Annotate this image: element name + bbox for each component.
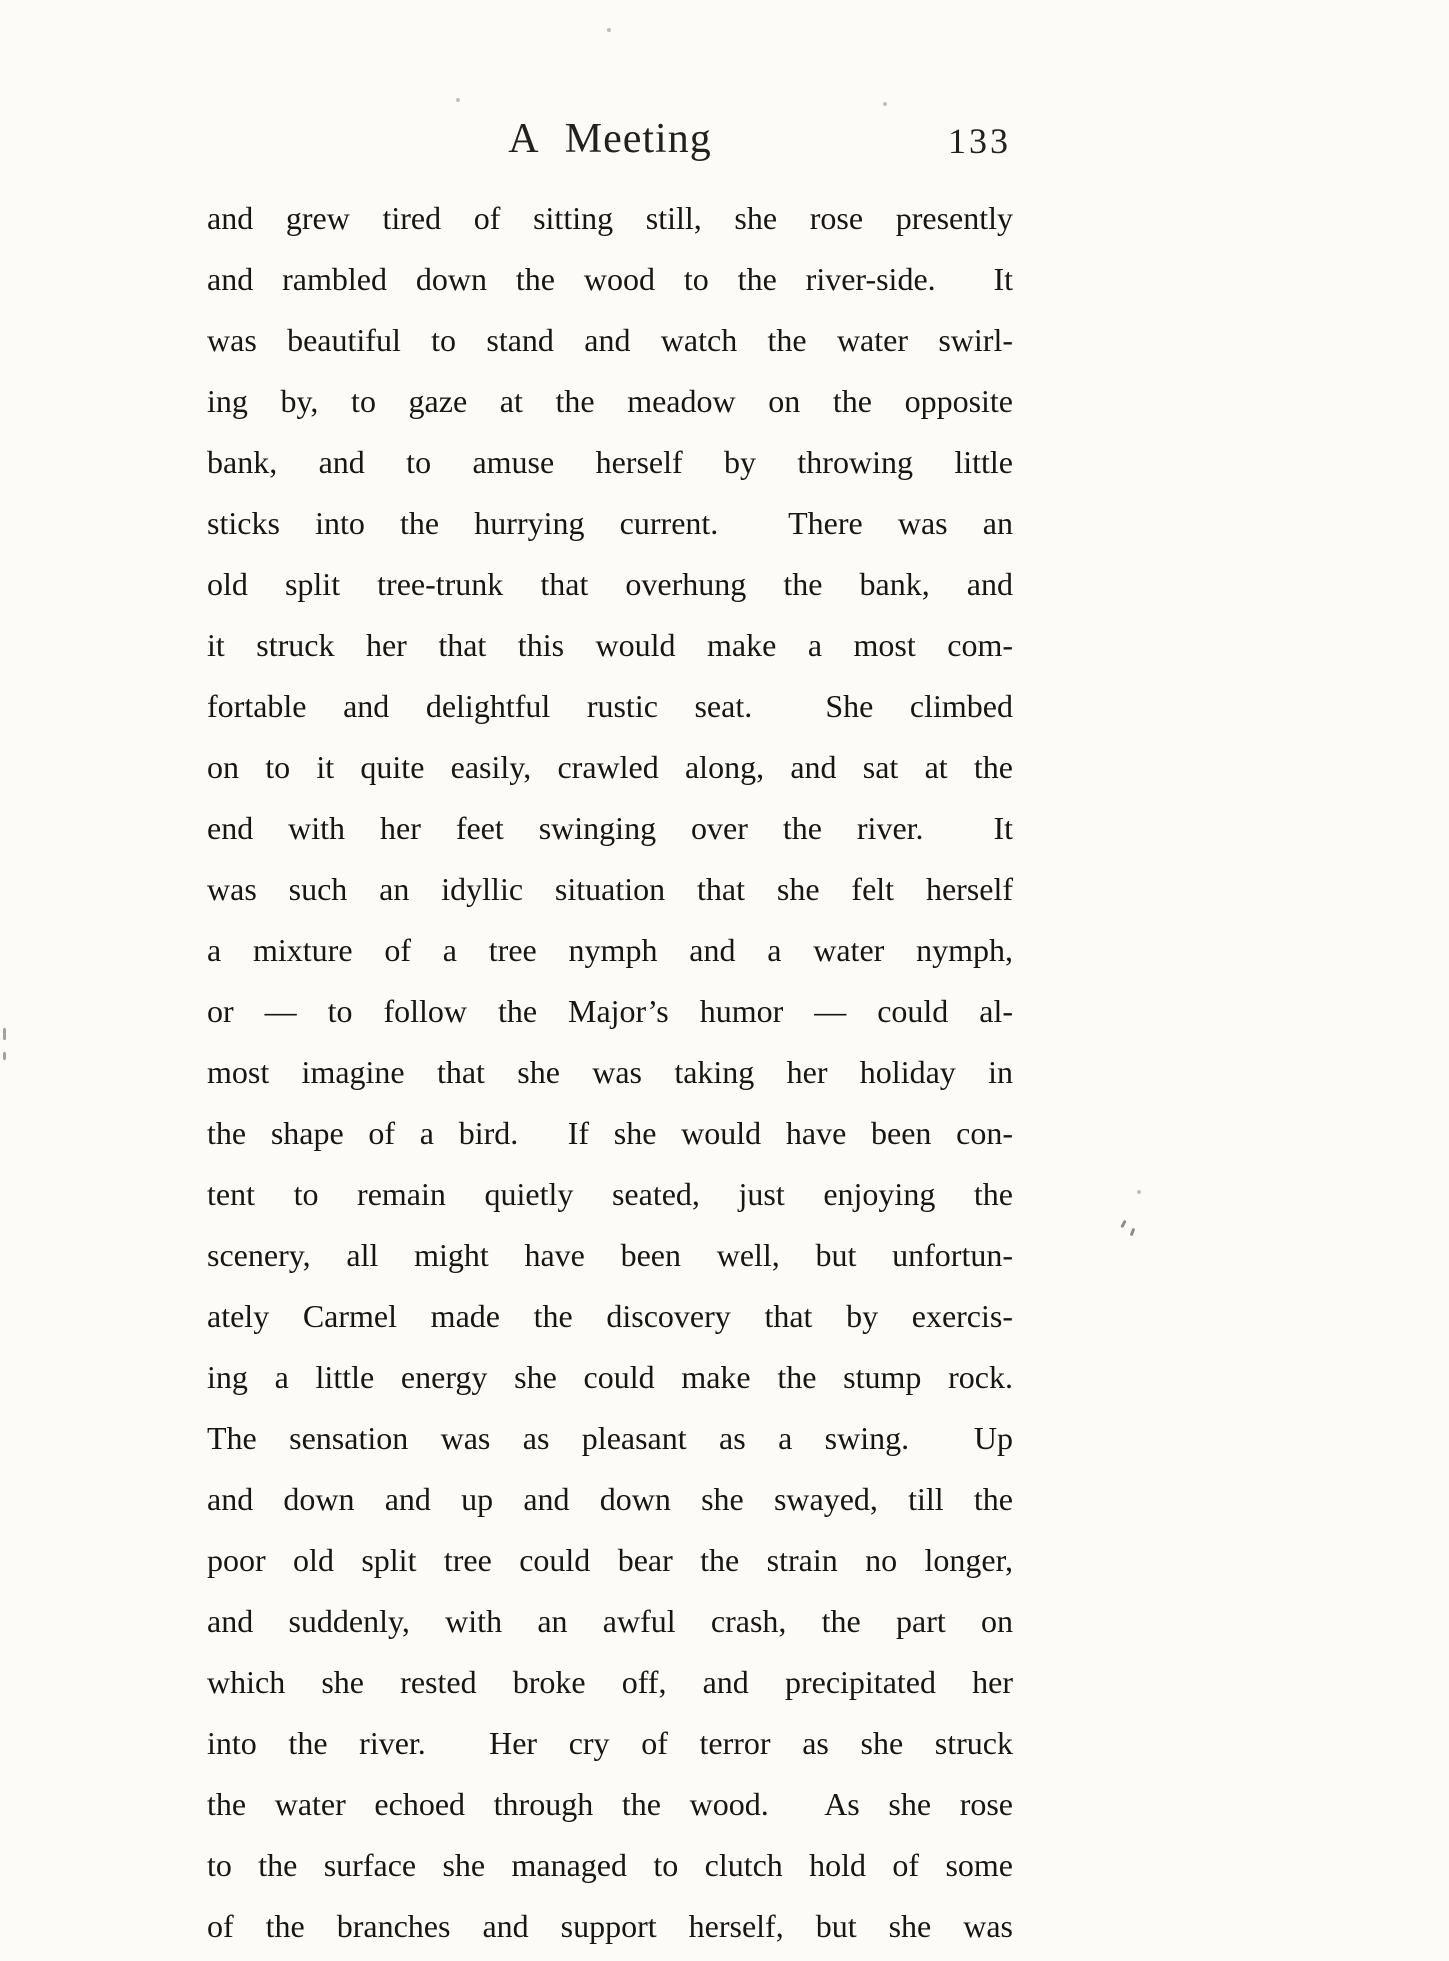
chapter-title: A Meeting bbox=[508, 116, 712, 162]
scan-artifact bbox=[607, 28, 611, 32]
text-line: to the surface she managed to clutch hold of some bbox=[207, 1847, 1013, 1883]
scan-artifact bbox=[456, 98, 460, 102]
body-text bbox=[207, 188, 1013, 1957]
text-line: old split tree-trunk that overhung the bank, and bbox=[207, 566, 1013, 602]
text-line: into the river. Her cry of terror as she struck bbox=[207, 1725, 1013, 1761]
text-line: fortable and delightful rustic seat. She climbed bbox=[207, 688, 1013, 724]
scan-artifact bbox=[1120, 1218, 1138, 1240]
text-line: The sensation was as pleasant as a swing. Up bbox=[207, 1420, 1013, 1456]
text-line: and down and up and down she swayed, till the bbox=[207, 1481, 1013, 1517]
scan-artifact bbox=[883, 102, 887, 106]
text-line: end with her feet swinging over the river. It bbox=[207, 810, 1013, 846]
text-line: tent to remain quietly seated, just enjoying the bbox=[207, 1176, 1013, 1212]
text-line: of the branches and support herself, but she was bbox=[207, 1908, 1013, 1944]
scan-artifact bbox=[1137, 1190, 1141, 1194]
text-line: a mixture of a tree nymph and a water nymph, bbox=[207, 932, 1013, 968]
scan-artifact bbox=[3, 1052, 6, 1060]
scan-artifact bbox=[3, 1028, 6, 1040]
text-line: sticks into the hurrying current. There was an bbox=[207, 505, 1013, 541]
text-column bbox=[207, 112, 1013, 1957]
text-line: on to it quite easily, crawled along, and sat at the bbox=[207, 749, 1013, 785]
page-number: 133 bbox=[948, 121, 1011, 161]
text-line: was beautiful to stand and watch the water swirl- bbox=[207, 322, 1013, 358]
text-line: ing by, to gaze at the meadow on the opposite bbox=[207, 383, 1013, 419]
text-line: it struck her that this would make a most com- bbox=[207, 627, 1013, 663]
text-line: poor old split tree could bear the strain no longer, bbox=[207, 1542, 1013, 1578]
page-header bbox=[207, 112, 1013, 166]
text-line: and rambled down the wood to the river-side. It bbox=[207, 261, 1013, 297]
text-line: most imagine that she was taking her holiday in bbox=[207, 1054, 1013, 1090]
text-line: the shape of a bird. If she would have been con- bbox=[207, 1115, 1013, 1151]
text-line: scenery, all might have been well, but unfortun- bbox=[207, 1237, 1013, 1273]
text-line: and grew tired of sitting still, she rose presently bbox=[207, 200, 1013, 236]
text-line: was such an idyllic situation that she felt herself bbox=[207, 871, 1013, 907]
text-line: bank, and to amuse herself by throwing little bbox=[207, 444, 1013, 480]
text-line: or — to follow the Major’s humor — could al- bbox=[207, 993, 1013, 1029]
text-line: ing a little energy she could make the stump rock. bbox=[207, 1359, 1013, 1395]
text-line: and suddenly, with an awful crash, the part on bbox=[207, 1603, 1013, 1639]
text-line: ately Carmel made the discovery that by exercis- bbox=[207, 1298, 1013, 1334]
text-line: which she rested broke off, and precipitated her bbox=[207, 1664, 1013, 1700]
text-line: the water echoed through the wood. As she rose bbox=[207, 1786, 1013, 1822]
